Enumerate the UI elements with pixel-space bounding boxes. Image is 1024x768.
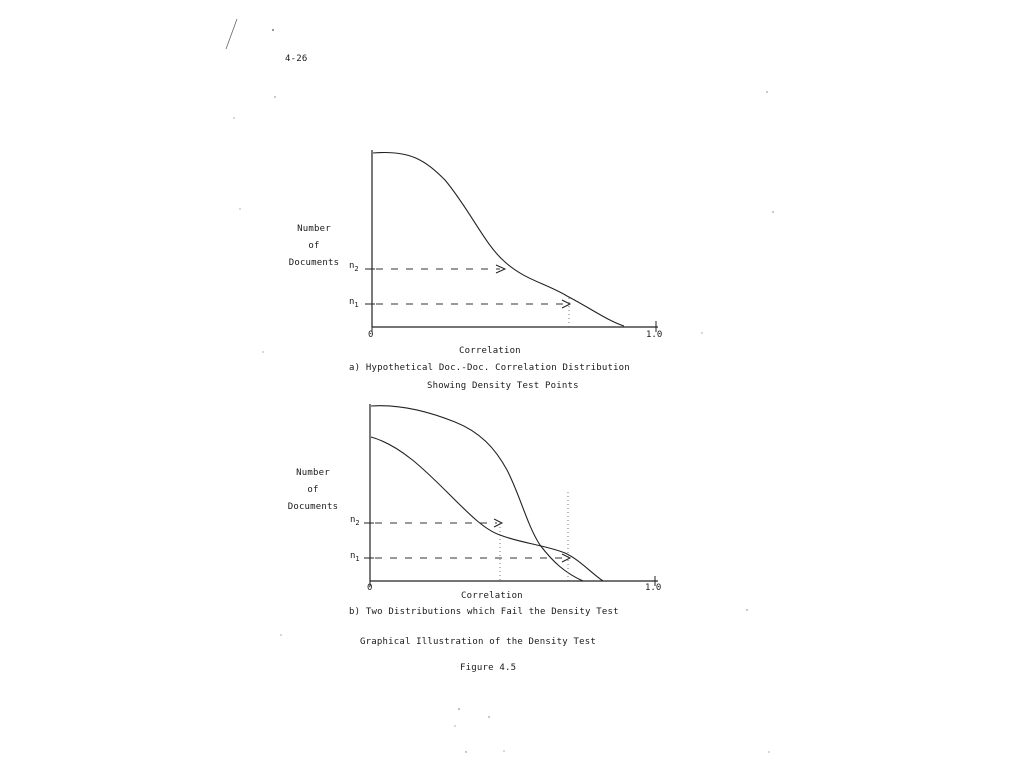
figure-number: Figure 4.5 xyxy=(460,663,517,673)
panel-b-marker-n1: $n_1$ xyxy=(350,551,360,563)
panel-a-ylabel-line2: of xyxy=(308,241,320,251)
scan-speck xyxy=(465,751,466,752)
panel-b-xtick-end: 1.0 xyxy=(645,583,662,593)
scan-speck xyxy=(272,29,274,31)
scan-speck xyxy=(262,351,263,352)
scan-speck xyxy=(274,96,275,97)
scan-speck xyxy=(701,332,702,333)
panel-a-marker-n1: $n_1$ xyxy=(349,297,359,309)
scan-speck xyxy=(280,634,281,635)
scan-speck xyxy=(503,750,504,751)
panel-a-xtick-0: 0 xyxy=(368,330,374,340)
scan-speck xyxy=(772,211,773,212)
panel-b-ylabel-line2: of xyxy=(307,485,319,495)
panel-a-caption-line2: Showing Density Test Points xyxy=(427,381,579,391)
panel-b-caption: b) Two Distributions which Fail the Density Test xyxy=(349,607,619,617)
panel-a-distribution-curve xyxy=(373,152,624,326)
panel-b-ylabel-line3: Documents xyxy=(287,502,339,512)
page-number: 4-26 xyxy=(285,54,308,64)
scan-speck xyxy=(458,708,460,710)
figure-title: Graphical Illustration of the Density Test xyxy=(360,637,596,647)
scan-mark xyxy=(226,19,237,49)
panel-b-xlabel: Correlation xyxy=(461,591,523,601)
panel-b-chart xyxy=(350,404,661,593)
panel-b-marker-n2: $n_2$ xyxy=(350,515,360,527)
panel-a-xlabel: Correlation xyxy=(459,346,521,356)
panel-a-caption-line1: a) Hypothetical Doc.-Doc. Correlation Distribution xyxy=(349,363,630,373)
scan-speck xyxy=(454,725,455,726)
scan-speck xyxy=(239,208,240,209)
panel-a-marker-n2: $n_2$ xyxy=(349,261,359,273)
panel-b-ylabel-line1: Number xyxy=(296,468,330,478)
scan-speck xyxy=(233,117,234,118)
scan-speck xyxy=(746,609,747,610)
panel-a-ylabel-line1: Number xyxy=(297,224,331,234)
scan-speck xyxy=(766,91,767,92)
panel-a-chart xyxy=(349,150,662,340)
scan-speck xyxy=(488,716,489,717)
scan-speck xyxy=(768,751,769,752)
panel-b-xtick-0: 0 xyxy=(367,583,373,593)
panel-b-distribution-curve-1 xyxy=(371,406,583,581)
panel-a-xtick-end: 1.0 xyxy=(646,330,663,340)
panel-a-ylabel-line3: Documents xyxy=(288,258,340,268)
